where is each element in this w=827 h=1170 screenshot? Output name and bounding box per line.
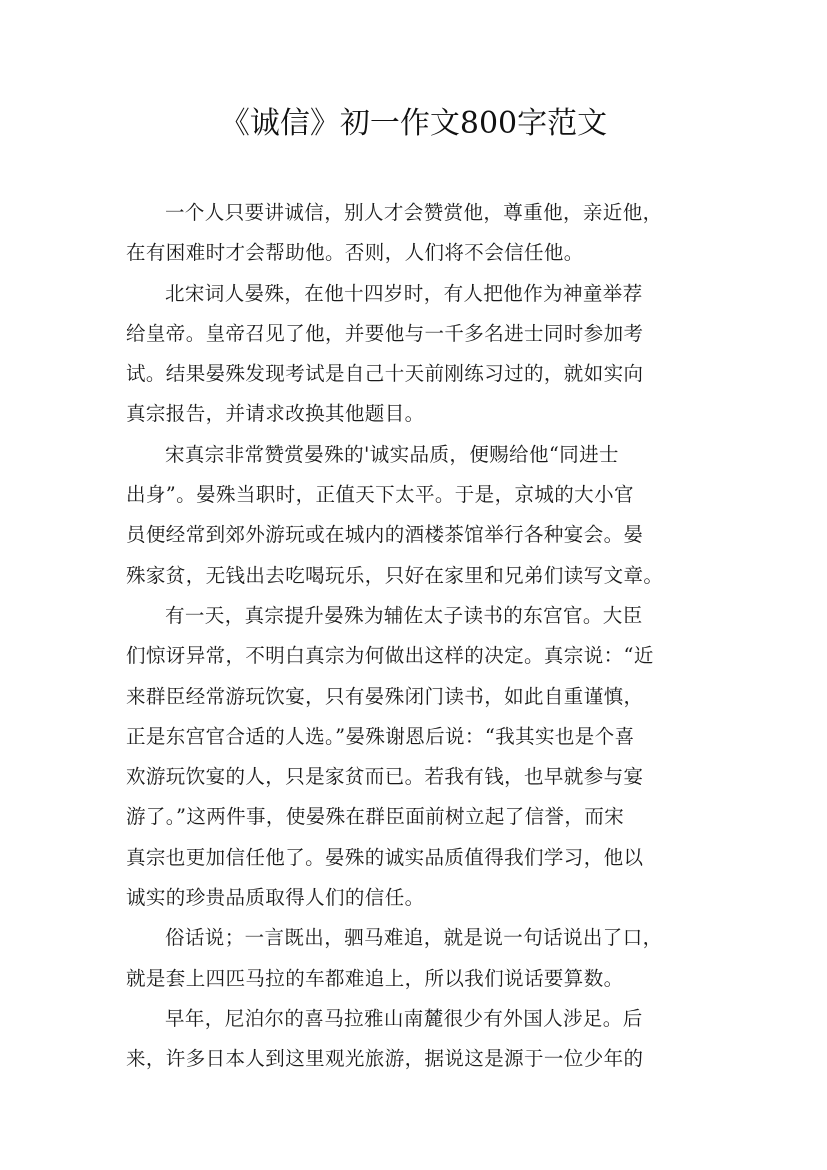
text-line: 俗话说；一言既出，驷马难追，就是说一句话说出了口， [165,926,663,950]
text-line: 在有困难时才会帮助他。否则，人们将不会信任他。 [126,241,584,265]
text-line: 试。结果晏殊发现考试是自己十天前刚练习过的，就如实向 [126,362,644,386]
text-line: 们惊讶异常，不明白真宗为何做出这样的决定。真宗说：“近 [126,644,654,668]
text-line: 员便经常到郊外游玩或在城内的酒楼茶馆举行各种宴会。晏 [126,523,644,547]
paragraph-1 [126,193,706,274]
text-line: 真宗也更加信任他了。晏殊的诚实品质值得我们学习，他以 [126,845,644,869]
paragraph-2 [126,274,706,435]
text-line: 就是套上四匹马拉的车都难追上，所以我们说话要算数。 [126,966,624,990]
text-line: 来群臣经常游玩饮宴，只有晏殊闭门读书，如此自重谨慎， [126,684,644,708]
paragraph-6 [126,999,706,1080]
text-line: 早年，尼泊尔的喜马拉雅山南麓很少有外国人涉足。后 [165,1006,643,1030]
text-line: 殊家贫，无钱出去吃喝玩乐，只好在家里和兄弟们读写文章。 [126,563,664,587]
text-line: 游了。”这两件事，使晏殊在群臣面前树立起了信誉，而宋 [126,805,625,829]
text-line: 有一天，真宗提升晏殊为辅佐太子读书的东宫官。大臣 [165,603,643,627]
text-line: 正是东宫官合适的人选。”晏殊谢恩后说：“我其实也是个喜 [126,724,635,748]
text-line: 来，许多日本人到这里观光旅游，据说这是源于一位少年的 [126,1047,644,1071]
document-body [126,193,706,1080]
text-line: 出身”。晏殊当职时，正值天下太平。于是，京城的大小官 [126,483,634,507]
text-line: 诚实的珍贵品质取得人们的信任。 [126,886,425,910]
paragraph-5 [126,918,706,999]
text-line: 一个人只要讲诚信，别人才会赞赏他，尊重他，亲近他， [165,201,663,224]
text-line: 给皇帝。皇帝召见了他，并要他与一千多名进士同时参加考 [126,321,644,345]
text-line: 真宗报告，并请求改换其他题目。 [126,402,425,426]
text-line: 宋真宗非常赞赏晏殊的'诚实品质，便赐给他“同进士 [165,442,619,466]
text-line: 北宋词人晏殊，在他十四岁时，有人把他作为神童举荐 [165,281,643,305]
text-line: 欢游玩饮宴的人，只是家贫而已。若我有钱，也早就参与宴 [126,765,644,789]
paragraph-4 [126,596,706,918]
paragraph-3 [126,435,706,596]
document-title: 《诚信》初一作文800字范文 [219,106,608,141]
